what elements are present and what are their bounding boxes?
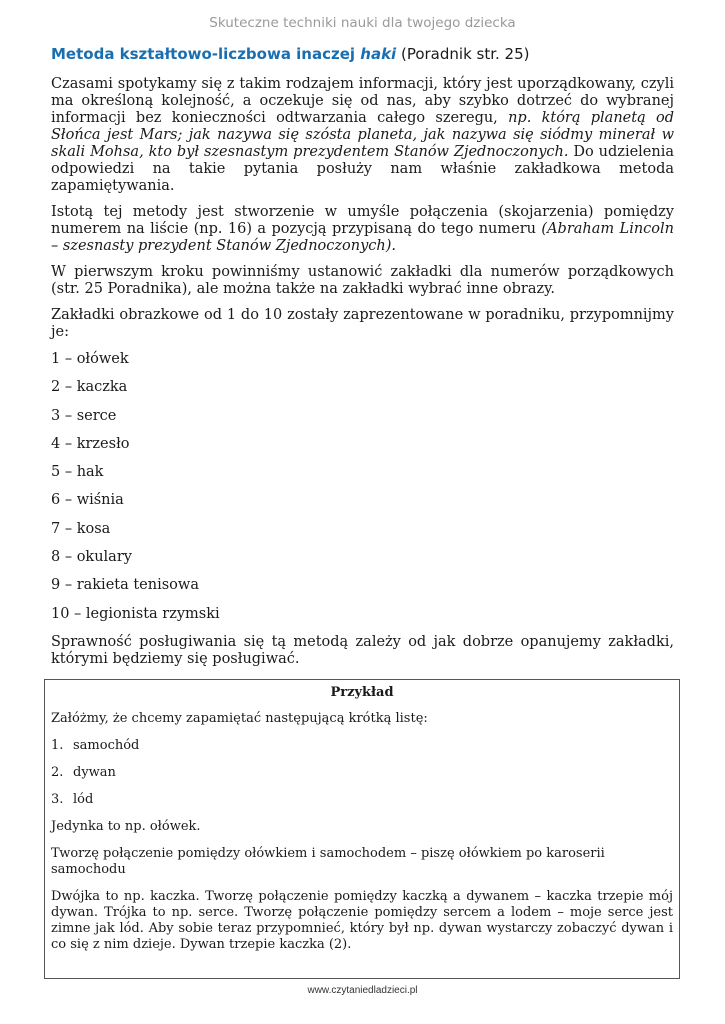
example-item-number: 1. xyxy=(51,738,64,753)
title-haki: haki xyxy=(360,45,397,63)
example-item-number: 3. xyxy=(51,792,64,807)
example-line-one: Jedynka to np. ołówek. xyxy=(51,819,201,834)
title-reference: (Poradnik str. 25) xyxy=(400,45,530,63)
page-header: Skuteczne techniki nauki dla twojego dziecka xyxy=(209,15,516,31)
list-item: 4 – krzesło xyxy=(51,435,130,452)
p2-text-a: Istotą tej metody jest stworzenie w umyśle połączenia (skojarzenia) pomiędzy numerem na liście (np. 16) a pozycją przypisaną do tego numeru xyxy=(51,204,674,237)
example-list-item xyxy=(51,792,673,808)
example-intro: Załóżmy, że chcemy zapamiętać następującą krótką listę: xyxy=(51,711,428,726)
paragraph-essence xyxy=(51,204,674,255)
paragraph-first-step: W pierwszym kroku powinniśmy ustanowić zakładki dla numerów porządkowych (str. 25 Poradnika), ale można także na zakładki wybrać inne obrazy. xyxy=(51,264,674,297)
p2-italic: (Abraham Lincoln – szesnasty prezydent Stanów Zjednoczonych). xyxy=(51,221,674,254)
list-item: 2 – kaczka xyxy=(51,379,128,396)
list-item: 1 – ołówek xyxy=(51,351,129,367)
section-title xyxy=(51,44,674,64)
list-item: 6 – wiśnia xyxy=(51,492,124,509)
example-list-item xyxy=(51,765,673,781)
list-item: 5 – hak xyxy=(51,464,104,481)
example-item-text: samochód xyxy=(73,738,140,753)
example-line-three: Dwójka to np. kaczka. Tworzę połączenie pomiędzy kaczką a dywanem – kaczka trzepie mój dywan. Trójka to np. serce. Tworzę połączenie pomiędzy sercem a lodem – moje serce jest zimne jak lód. Aby sobie teraz przypomnieć, który był np. dywan wystarczy zobaczyć dywan i co się z nim dzieje. Dywan trzepie kaczka (2). xyxy=(51,889,673,952)
list-item: 10 – legionista rzymski xyxy=(51,605,220,622)
list-item: 8 – okulary xyxy=(51,549,132,566)
example-item-text: dywan xyxy=(73,765,116,780)
example-item-text: lód xyxy=(73,792,94,807)
p1-text-a: Czasami spotykamy się z takim rodzajem informacji, który jest uporządkowany, czyli ma określoną kolejność, a oczekuje się od nas, aby szybko dotrzeć do wybranej informacji bez konieczności odtwarzania całego szeregu, xyxy=(51,76,674,126)
paragraph-intro xyxy=(51,76,674,195)
list-item: 3 – serce xyxy=(51,407,117,424)
footer-url: www.czytaniedladzieci.pl xyxy=(307,985,418,996)
paragraph-proficiency: Sprawność posługiwania się tą metodą zależy od jak dobrze opanujemy zakładki, którymi będziemy się posługiwać. xyxy=(51,633,674,667)
list-item: 7 – kosa xyxy=(51,520,111,537)
p1-text-b: Do udzielenia odpowiedzi na takie pytania posłuży nam właśnie zakładkowa metoda zapamiętywania. xyxy=(51,144,674,194)
example-title: Przykład xyxy=(330,685,394,700)
example-line-two: Tworzę połączenie pomiędzy ołówkiem i samochodem – piszę ołówkiem po karoserii samochodu xyxy=(51,846,605,877)
paragraph-bookmarks-intro: Zakładki obrazkowe od 1 do 10 zostały zaprezentowane w poradniku, przypomnijmy je: xyxy=(51,307,674,340)
example-list-item xyxy=(51,738,673,754)
example-item-number: 2. xyxy=(51,765,64,780)
bookmark-list xyxy=(51,351,674,634)
title-bold xyxy=(51,45,396,63)
p1-italic: np. którą planetą od Słońca jest Mars; jak nazywa się szósta planeta, jak nazywa się siódmy minerał w skali Mohsa, kto był szesnastym prezydentem Stanów Zjednoczonych. xyxy=(51,110,675,160)
title-bold-text: Metoda kształtowo-liczbowa inaczej xyxy=(51,45,361,63)
main-content xyxy=(51,44,674,677)
list-item: 9 – rakieta tenisowa xyxy=(51,577,199,594)
example-box xyxy=(44,679,680,979)
